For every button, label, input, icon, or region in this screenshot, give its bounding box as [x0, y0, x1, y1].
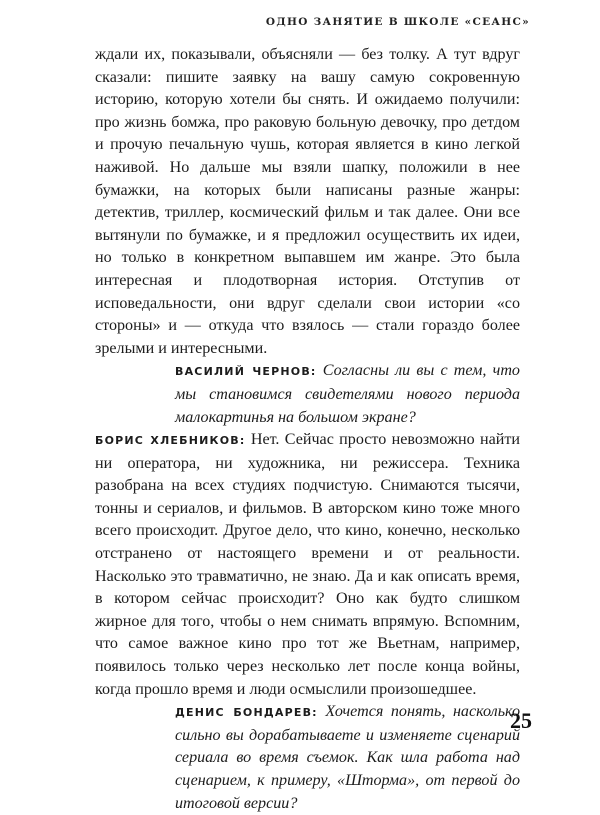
page-text	[95, 44, 520, 815]
paragraph-continuation: ждали их, показывали, объясняли — без толку. А тут вдруг сказали: пишите заявку на вашу самую сокровенную историю, которую хотели бы снять. И ожидаемо получили: про жизнь бомжа, про раковую больную девочку, про детдом и прочую печальную чушь, которая является в кино легкой наживой. Но дальше мы взяли шапку, положили в нее бумажки, на которых были написаны разные жанры: детектив, триллер, космический фильм и так далее. Они все вытянули по бумажке, и я предложил осуществить их идеи, но только в конкретном выпавшем им жанре. Это была интересная и плодотворная история. Отступив от исповедальности, они вдруг сделали свои истории «со стороны» и — откуда что взялось — стали гораздо более зрелыми и интересными.	[95, 46, 520, 357]
page-number: 25	[510, 708, 532, 733]
question-chernov	[175, 360, 520, 429]
speaker-name: ВАСИЛИЙ ЧЕРНОВ:	[175, 365, 317, 379]
question-bondarev	[175, 701, 520, 815]
speaker-name: БОРИС ХЛЕБНИКОВ:	[95, 434, 246, 448]
answer-khlebnikov	[95, 429, 520, 701]
speaker-name: ДЕНИС БОНДАРЕВ:	[175, 706, 318, 720]
answer-text: Нет. Сейчас просто невозможно найти ни оператора, ни художника, ни режиссера. Техника разобрана на всех студиях подчистую. Снимаются тысячи, тонны и сериалов, и фильмов. В авторском кино тоже много всего происходит. Другое дело, что кино, конечно, несколько отстранено от настоящего времени и от реальности. Насколько это травматично, не знаю. Да и как описать время, в котором сейчас происходит? Оно как будто слишком жирное для того, чтобы о нем снимать впрямую. Вспомним, что самое важное кино про тот же Вьетнам, например, появилось только через несколько лет после конца войны, когда прошло время и люди осмыслили произошедшее.	[95, 431, 521, 698]
question-text: Согласны ли вы с тем, что мы становимся свидетелями нового периода малокартинья на большом экране?	[175, 362, 520, 426]
question-text: Хочется понять, насколько сильно вы дорабатываете и изменяете сценарий сериала во время съемок. Как шла работа над сценарием, к примеру, «Шторма», от первой до итоговой версии?	[175, 703, 520, 812]
running-head: ОДНО ЗАНЯТИЕ В ШКОЛЕ «СЕАНС»	[265, 16, 530, 28]
